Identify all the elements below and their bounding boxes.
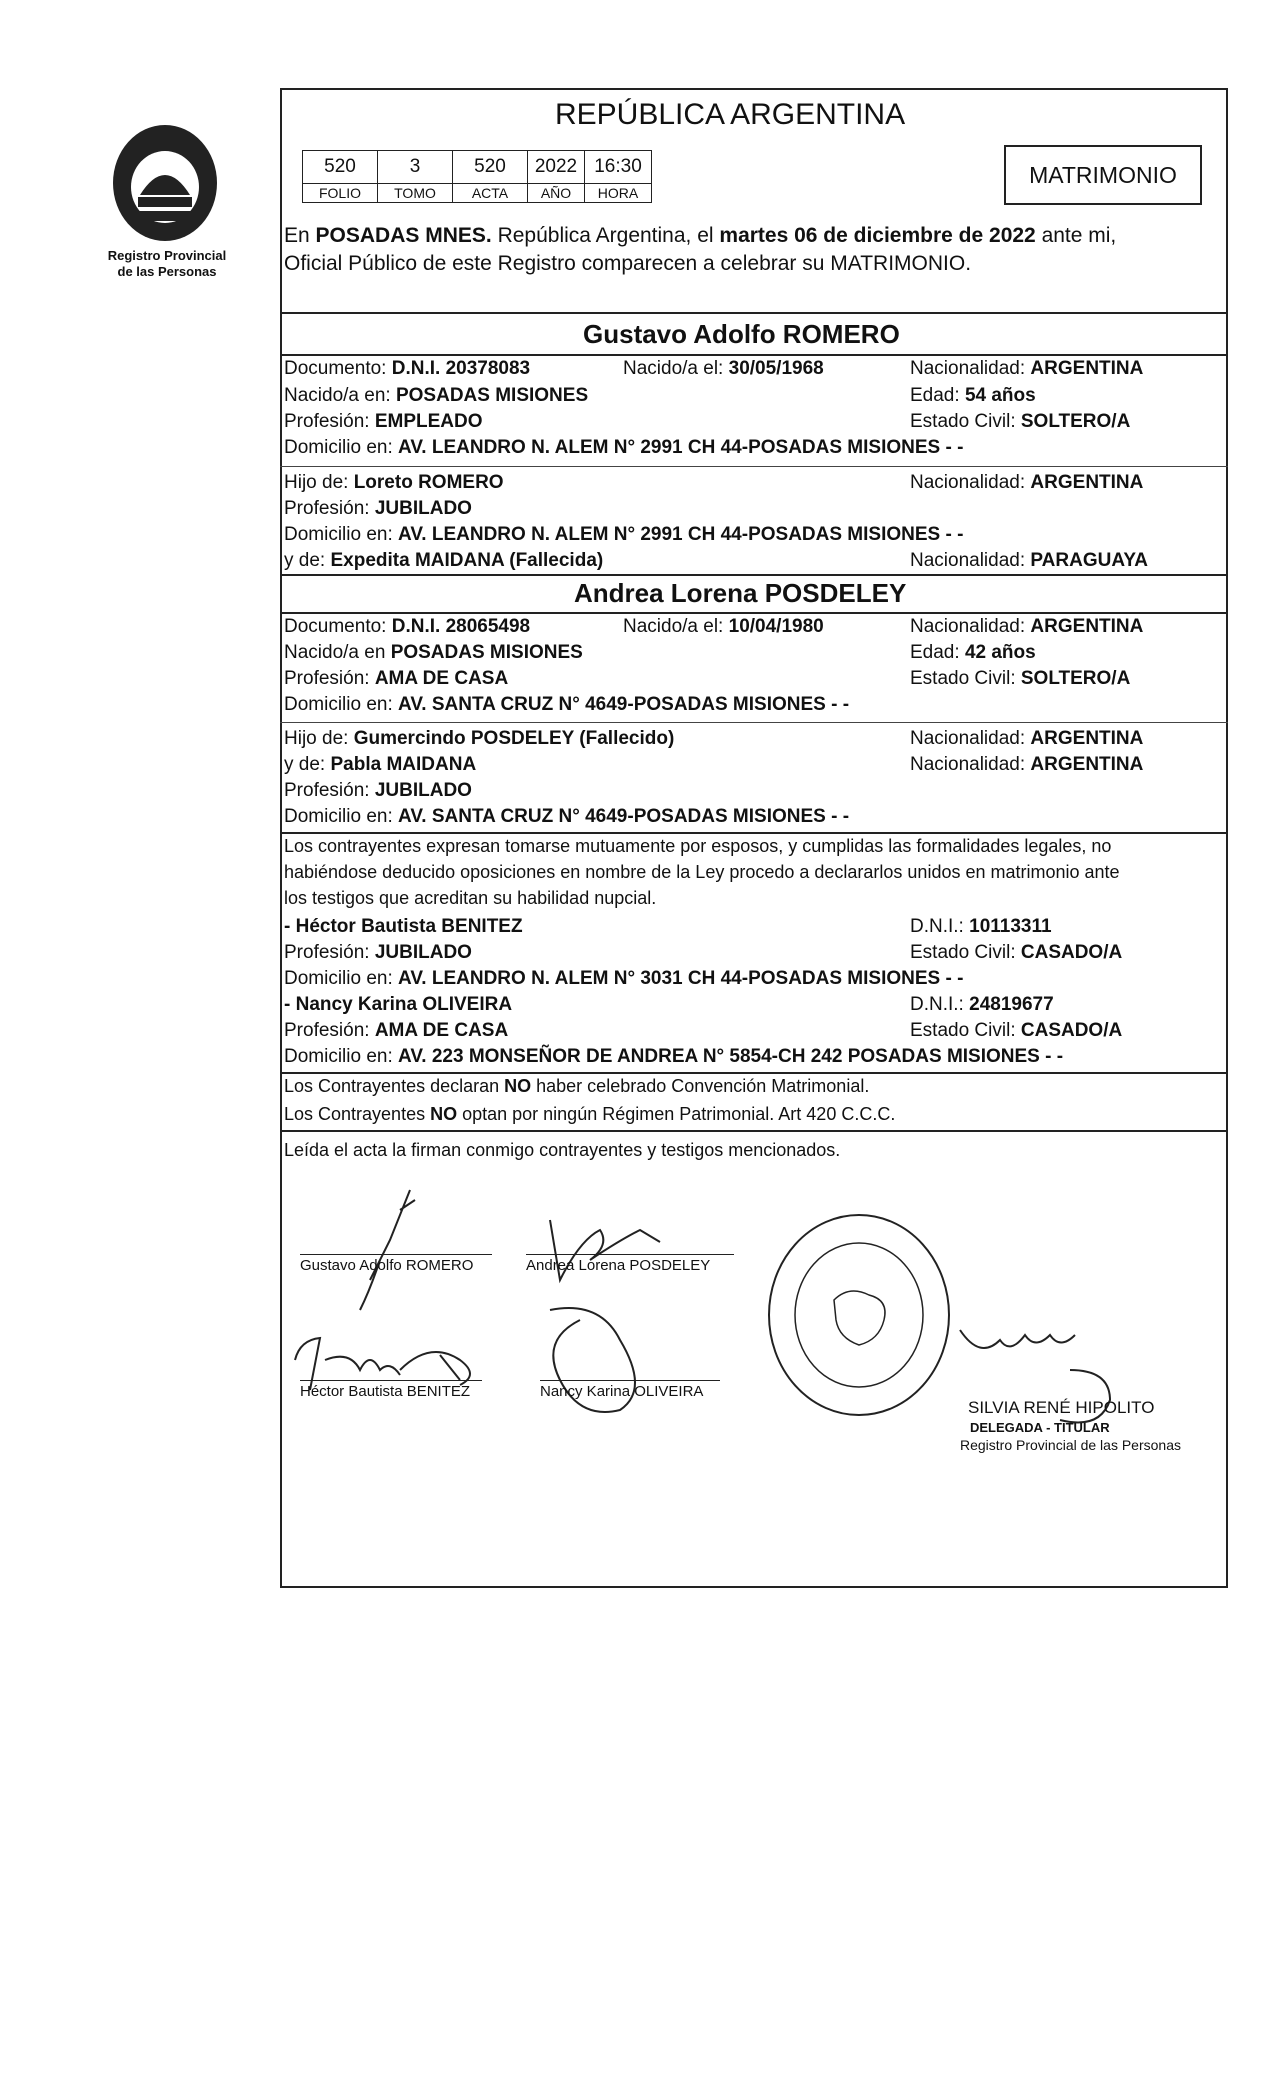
- witness1-dni: D.N.I.: 10113311: [910, 916, 1052, 937]
- spouse1-mother-nat: Nacionalidad: PARAGUAYA: [910, 550, 1148, 571]
- official-name: SILVIA RENÉ HIPOLITO: [968, 1398, 1155, 1417]
- signature-label-4: Nancy Karina OLIVEIRA: [540, 1380, 720, 1400]
- declaration-line-3: los testigos que acreditan su habilidad nupcial.: [284, 888, 657, 908]
- divider: [280, 1130, 1228, 1132]
- witness1-name: - Héctor Bautista BENITEZ: [284, 916, 523, 937]
- divider: [280, 574, 1228, 576]
- spouse1-father: Hijo de: Loreto ROMERO: [284, 472, 504, 493]
- spouse2-parents-addr: Domicilio en: AV. SANTA CRUZ N° 4649-POSADAS MISIONES - -: [284, 806, 850, 827]
- doc-type-box: [1004, 145, 1202, 205]
- spouse2-born: Nacido/a el: 10/04/1980: [623, 616, 824, 637]
- spouse1-nat: Nacionalidad: ARGENTINA: [910, 358, 1144, 379]
- witness1-prof: Profesión: JUBILADO: [284, 942, 472, 963]
- witness2-civil: Estado Civil: CASADO/A: [910, 1020, 1123, 1041]
- spouse1-name: Gustavo Adolfo ROMERO: [583, 319, 900, 349]
- spouse2-father-nat: Nacionalidad: ARGENTINA: [910, 728, 1144, 749]
- witness1-civil: Estado Civil: CASADO/A: [910, 942, 1123, 963]
- closing-text: Leída el acta la firman conmigo contrayentes y testigos mencionados.: [284, 1140, 841, 1160]
- spouse2-age: Edad: 42 años: [910, 642, 1036, 663]
- declaration-line-1: Los contrayentes expresan tomarse mutuamente por esposos, y cumplidas las formalidades legales, no: [284, 836, 1112, 856]
- intro-line-1: En POSADAS MNES. República Argentina, el martes 06 de diciembre de 2022 ante mi,: [284, 224, 1117, 247]
- doc-type-label: MATRIMONIO: [1029, 162, 1177, 188]
- spouse1-mother: y de: Expedita MAIDANA (Fallecida): [284, 550, 604, 571]
- witness2-dni: D.N.I.: 24819677: [910, 994, 1054, 1015]
- spouse1-civil: Estado Civil: SOLTERO/A: [910, 411, 1131, 432]
- spouse2-father: Hijo de: Gumercindo POSDELEY (Fallecido): [284, 728, 675, 749]
- spouse2-doc: Documento: D.N.I. 28065498: [284, 616, 531, 637]
- spouse2-nat: Nacionalidad: ARGENTINA: [910, 616, 1144, 637]
- hora-label: HORA: [585, 184, 652, 203]
- spouse1-father-addr: Domicilio en: AV. LEANDRO N. ALEM N° 2991 CH 44-POSADAS MISIONES - -: [284, 524, 964, 545]
- spouse1-born: Nacido/a el: 30/05/1968: [623, 358, 824, 379]
- official-stamp: [764, 1210, 954, 1420]
- spouse1-birthplace: Nacido/a en: POSADAS MISIONES: [284, 385, 589, 406]
- spouse2-mother: y de: Pabla MAIDANA: [284, 754, 477, 775]
- tomo-label: TOMO: [378, 184, 453, 203]
- divider: [280, 354, 1228, 356]
- anio-label: AÑO: [528, 184, 585, 203]
- anio-value: 2022: [528, 151, 585, 184]
- witness2-name: - Nancy Karina OLIVEIRA: [284, 994, 513, 1015]
- signature-label-1: Gustavo Adolfo ROMERO: [300, 1254, 492, 1274]
- divider: [280, 1072, 1228, 1074]
- spouse2-name: Andrea Lorena POSDELEY: [574, 578, 907, 608]
- hora-value: 16:30: [585, 151, 652, 184]
- spouse2-mother-nat: Nacionalidad: ARGENTINA: [910, 754, 1144, 775]
- spouse1-addr: Domicilio en: AV. LEANDRO N. ALEM N° 2991 CH 44-POSADAS MISIONES - -: [284, 437, 964, 458]
- witness1-addr: Domicilio en: AV. LEANDRO N. ALEM N° 3031 CH 44-POSADAS MISIONES - -: [284, 968, 964, 989]
- logo-caption: Registro Provincial de las Personas: [107, 248, 227, 279]
- divider: [280, 612, 1228, 614]
- divider: [280, 832, 1228, 834]
- spouse1-age: Edad: 54 años: [910, 385, 1036, 406]
- divider: [280, 722, 1228, 723]
- acta-value: 520: [453, 151, 528, 184]
- country-title: REPÚBLICA ARGENTINA: [555, 98, 906, 131]
- spouse2-civil: Estado Civil: SOLTERO/A: [910, 668, 1131, 689]
- registry-logo: [100, 115, 230, 245]
- spouse1-prof: Profesión: EMPLEADO: [284, 411, 483, 432]
- registry-table: [302, 150, 652, 203]
- witness2-addr: Domicilio en: AV. 223 MONSEÑOR DE ANDREA N° 5854-CH 242 POSADAS MISIONES - -: [284, 1046, 1064, 1067]
- official-org: Registro Provincial de las Personas: [960, 1437, 1181, 1453]
- declaration-line-2: habiéndose deducido oposiciones en nombre de la Ley procedo a declararlos unidos en matrimonio ante: [284, 862, 1120, 882]
- convention-line-2: Los Contrayentes NO optan por ningún Régimen Patrimonial. Art 420 C.C.C.: [284, 1104, 896, 1124]
- divider: [280, 312, 1228, 314]
- spouse1-doc: Documento: D.N.I. 20378083: [284, 358, 531, 379]
- intro-line-2: Oficial Público de este Registro comparecen a celebrar su MATRIMONIO.: [284, 252, 972, 275]
- convention-line-1: Los Contrayentes declaran NO haber celebrado Convención Matrimonial.: [284, 1076, 870, 1096]
- witness2-prof: Profesión: AMA DE CASA: [284, 1020, 509, 1041]
- official-role: DELEGADA - TITULAR: [970, 1420, 1110, 1435]
- acta-label: ACTA: [453, 184, 528, 203]
- spouse2-prof: Profesión: AMA DE CASA: [284, 668, 509, 689]
- folio-value: 520: [303, 151, 378, 184]
- signature-label-2: Andrea Lorena POSDELEY: [526, 1254, 734, 1274]
- tomo-value: 3: [378, 151, 453, 184]
- spouse1-father-nat: Nacionalidad: ARGENTINA: [910, 472, 1144, 493]
- spouse1-father-prof: Profesión: JUBILADO: [284, 498, 472, 519]
- spouse2-addr: Domicilio en: AV. SANTA CRUZ N° 4649-POSADAS MISIONES - -: [284, 694, 850, 715]
- spouse2-parents-prof: Profesión: JUBILADO: [284, 780, 472, 801]
- folio-label: FOLIO: [303, 184, 378, 203]
- signature-label-3: Héctor Bautista BENITEZ: [300, 1380, 482, 1400]
- spouse2-birthplace: Nacido/a en POSADAS MISIONES: [284, 642, 583, 663]
- divider: [280, 466, 1228, 467]
